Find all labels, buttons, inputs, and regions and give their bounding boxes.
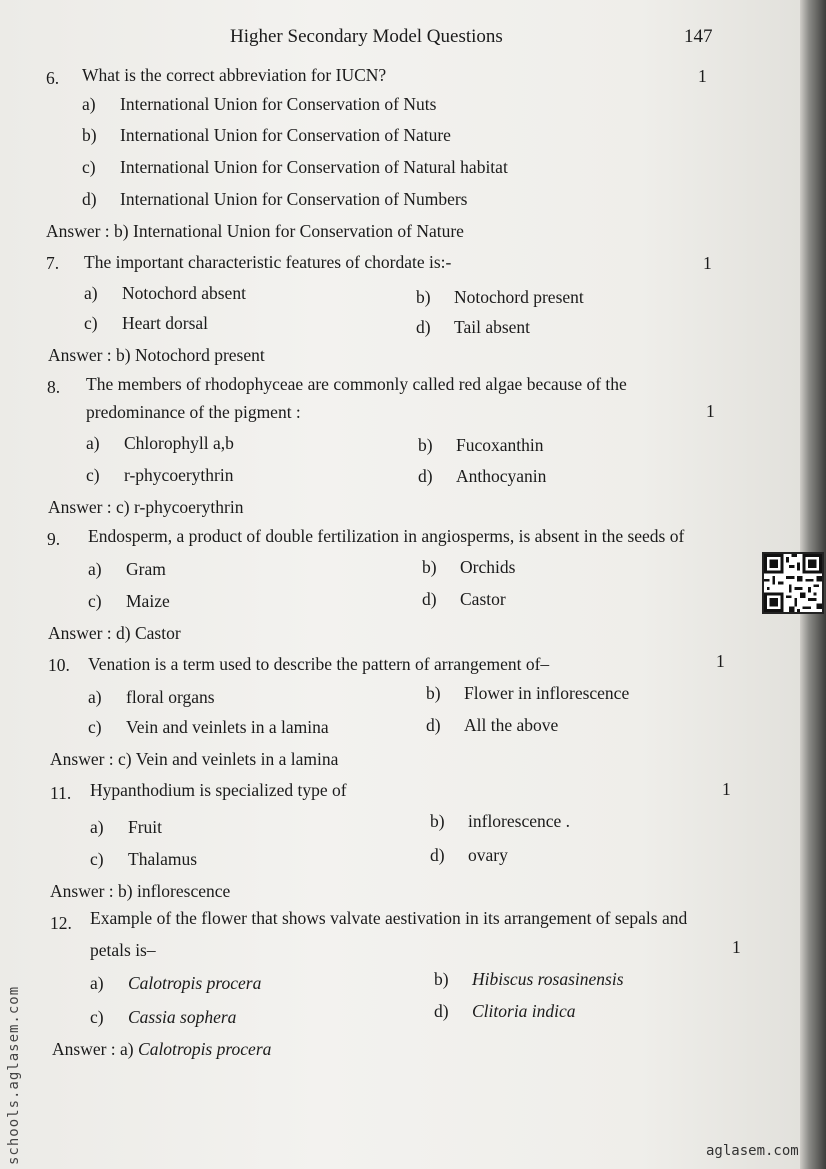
option-b (82, 125, 451, 146)
option-letter: a) (84, 283, 98, 303)
question-number: 12. (50, 913, 72, 933)
question-number: 11. (50, 783, 72, 803)
question-text: The important characteristic features of chordate is:- (84, 252, 452, 272)
option-letter: b) (418, 435, 433, 455)
option-text: Gram (126, 559, 166, 579)
option-letter: a) (88, 687, 102, 707)
option-c (88, 591, 170, 612)
option-d (416, 317, 530, 338)
option-text: Hibiscus rosasinensis (472, 969, 624, 989)
question-text: Hypanthodium is specialized type of (90, 780, 347, 800)
answer-text (52, 1039, 271, 1060)
option-a (88, 559, 166, 580)
option-letter: c) (90, 1007, 104, 1027)
option-text: floral organs (126, 687, 215, 707)
option-a (84, 283, 246, 304)
question-number: 9. (47, 529, 61, 549)
option-text: Notochord absent (122, 283, 246, 303)
option-text: All the above (464, 715, 559, 735)
option-a (82, 94, 436, 115)
page-header-title: Higher Secondary Model Questions (230, 26, 503, 47)
question-number: 8. (47, 377, 61, 397)
option-letter: d) (82, 189, 97, 209)
question-text: Endosperm, a product of double fertilization in angiosperms, is absent in the seeds of (88, 526, 685, 546)
question-text: predominance of the pigment : (86, 402, 301, 422)
option-letter: b) (426, 683, 441, 703)
option-text: Tail absent (454, 317, 531, 337)
option-letter: c) (88, 591, 102, 611)
option-a (86, 433, 234, 454)
option-d (434, 1001, 576, 1022)
qr-code-icon (762, 552, 824, 614)
option-text: Vein and veinlets in a lamina (126, 717, 329, 737)
option-c (82, 157, 508, 178)
option-letter: d) (434, 1001, 449, 1021)
option-letter: a) (88, 559, 102, 579)
question-text: The members of rhodophyceae are commonly called red algae because of the (86, 374, 627, 394)
option-b (422, 557, 515, 578)
option-text: r-phycoerythrin (124, 465, 234, 485)
option-text: ovary (468, 845, 508, 865)
question-marks: 1 (703, 253, 712, 273)
option-letter: d) (430, 845, 445, 865)
question-text: Example of the flower that shows valvate aestivation in its arrangement of sepals and (90, 908, 688, 928)
question-text: Venation is a term used to describe the pattern of arrangement of– (88, 654, 550, 674)
option-text: Chlorophyll a,b (124, 433, 234, 453)
option-text: Fruit (128, 817, 163, 837)
question-marks: 1 (698, 66, 707, 86)
option-b (418, 435, 544, 456)
option-letter: a) (90, 817, 104, 837)
option-a (90, 817, 162, 838)
option-letter: d) (426, 715, 441, 735)
option-letter: b) (82, 125, 97, 145)
option-d (418, 466, 546, 487)
watermark-left: schools.aglasem.com (6, 985, 22, 1165)
option-text: International Union for Conservation of Natural habitat (120, 157, 508, 177)
answer-text: Answer : b) Notochord present (48, 345, 265, 365)
option-letter: c) (86, 465, 100, 485)
option-letter: c) (88, 717, 102, 737)
option-text: International Union for Conservation of Nature (120, 125, 451, 145)
option-letter: c) (82, 157, 96, 177)
option-b (426, 683, 629, 704)
option-text: International Union for Conservation of Numbers (120, 189, 468, 209)
option-letter: b) (416, 287, 431, 307)
answer-text: Answer : b) International Union for Conservation of Nature (46, 221, 464, 241)
answer-text: Answer : d) Castor (48, 623, 181, 643)
option-letter: b) (434, 969, 449, 989)
option-d (82, 189, 468, 210)
option-text: Flower in inflorescence (464, 683, 630, 703)
option-text: Orchids (460, 557, 516, 577)
answer-text: Answer : c) r-phycoerythrin (48, 497, 244, 517)
question-number: 10. (48, 655, 70, 675)
answer-prefix: Answer : a) (52, 1039, 139, 1059)
question-marks: 1 (732, 937, 741, 957)
answer-text: Answer : b) inflorescence (50, 881, 231, 901)
question-marks: 1 (706, 401, 715, 421)
option-letter: a) (90, 973, 104, 993)
option-text: Anthocyanin (456, 466, 547, 486)
option-letter: a) (82, 94, 96, 114)
question-marks: 1 (716, 651, 725, 671)
answer-italic: Calotropis procera (138, 1039, 272, 1059)
option-text: Clitoria indica (472, 1001, 576, 1021)
watermark-right: aglasem.com (706, 1143, 799, 1159)
option-c (86, 465, 233, 486)
option-letter: d) (416, 317, 431, 337)
option-text: Thalamus (128, 849, 198, 869)
option-letter: d) (418, 466, 433, 486)
question-text: What is the correct abbreviation for IUCN? (82, 65, 387, 85)
option-letter: c) (90, 849, 104, 869)
option-text: inflorescence . (468, 811, 571, 831)
question-number: 7. (46, 253, 60, 273)
option-b (434, 969, 624, 990)
option-text: Cassia sophera (128, 1007, 237, 1027)
option-d (422, 589, 506, 610)
question-number: 6. (46, 68, 60, 88)
option-text: Fucoxanthin (456, 435, 544, 455)
option-text: Castor (460, 589, 506, 609)
option-b (430, 811, 570, 832)
option-c (90, 849, 197, 870)
option-d (426, 715, 558, 736)
option-letter: b) (422, 557, 437, 577)
option-c (84, 313, 208, 334)
option-d (430, 845, 508, 866)
question-marks: 1 (722, 779, 731, 799)
option-b (416, 287, 584, 308)
question-text: petals is– (90, 940, 156, 960)
option-a (90, 973, 261, 994)
option-c (88, 717, 329, 738)
page-number: 147 (684, 26, 713, 47)
option-a (88, 687, 215, 708)
option-text: International Union for Conservation of Nuts (120, 94, 437, 114)
option-letter: d) (422, 589, 437, 609)
option-letter: c) (84, 313, 98, 333)
option-text: Notochord present (454, 287, 584, 307)
option-text: Calotropis procera (128, 973, 262, 993)
option-text: Heart dorsal (122, 313, 209, 333)
option-text: Maize (126, 591, 170, 611)
option-letter: b) (430, 811, 445, 831)
answer-text: Answer : c) Vein and veinlets in a lamina (50, 749, 339, 769)
option-c (90, 1007, 236, 1028)
option-letter: a) (86, 433, 100, 453)
